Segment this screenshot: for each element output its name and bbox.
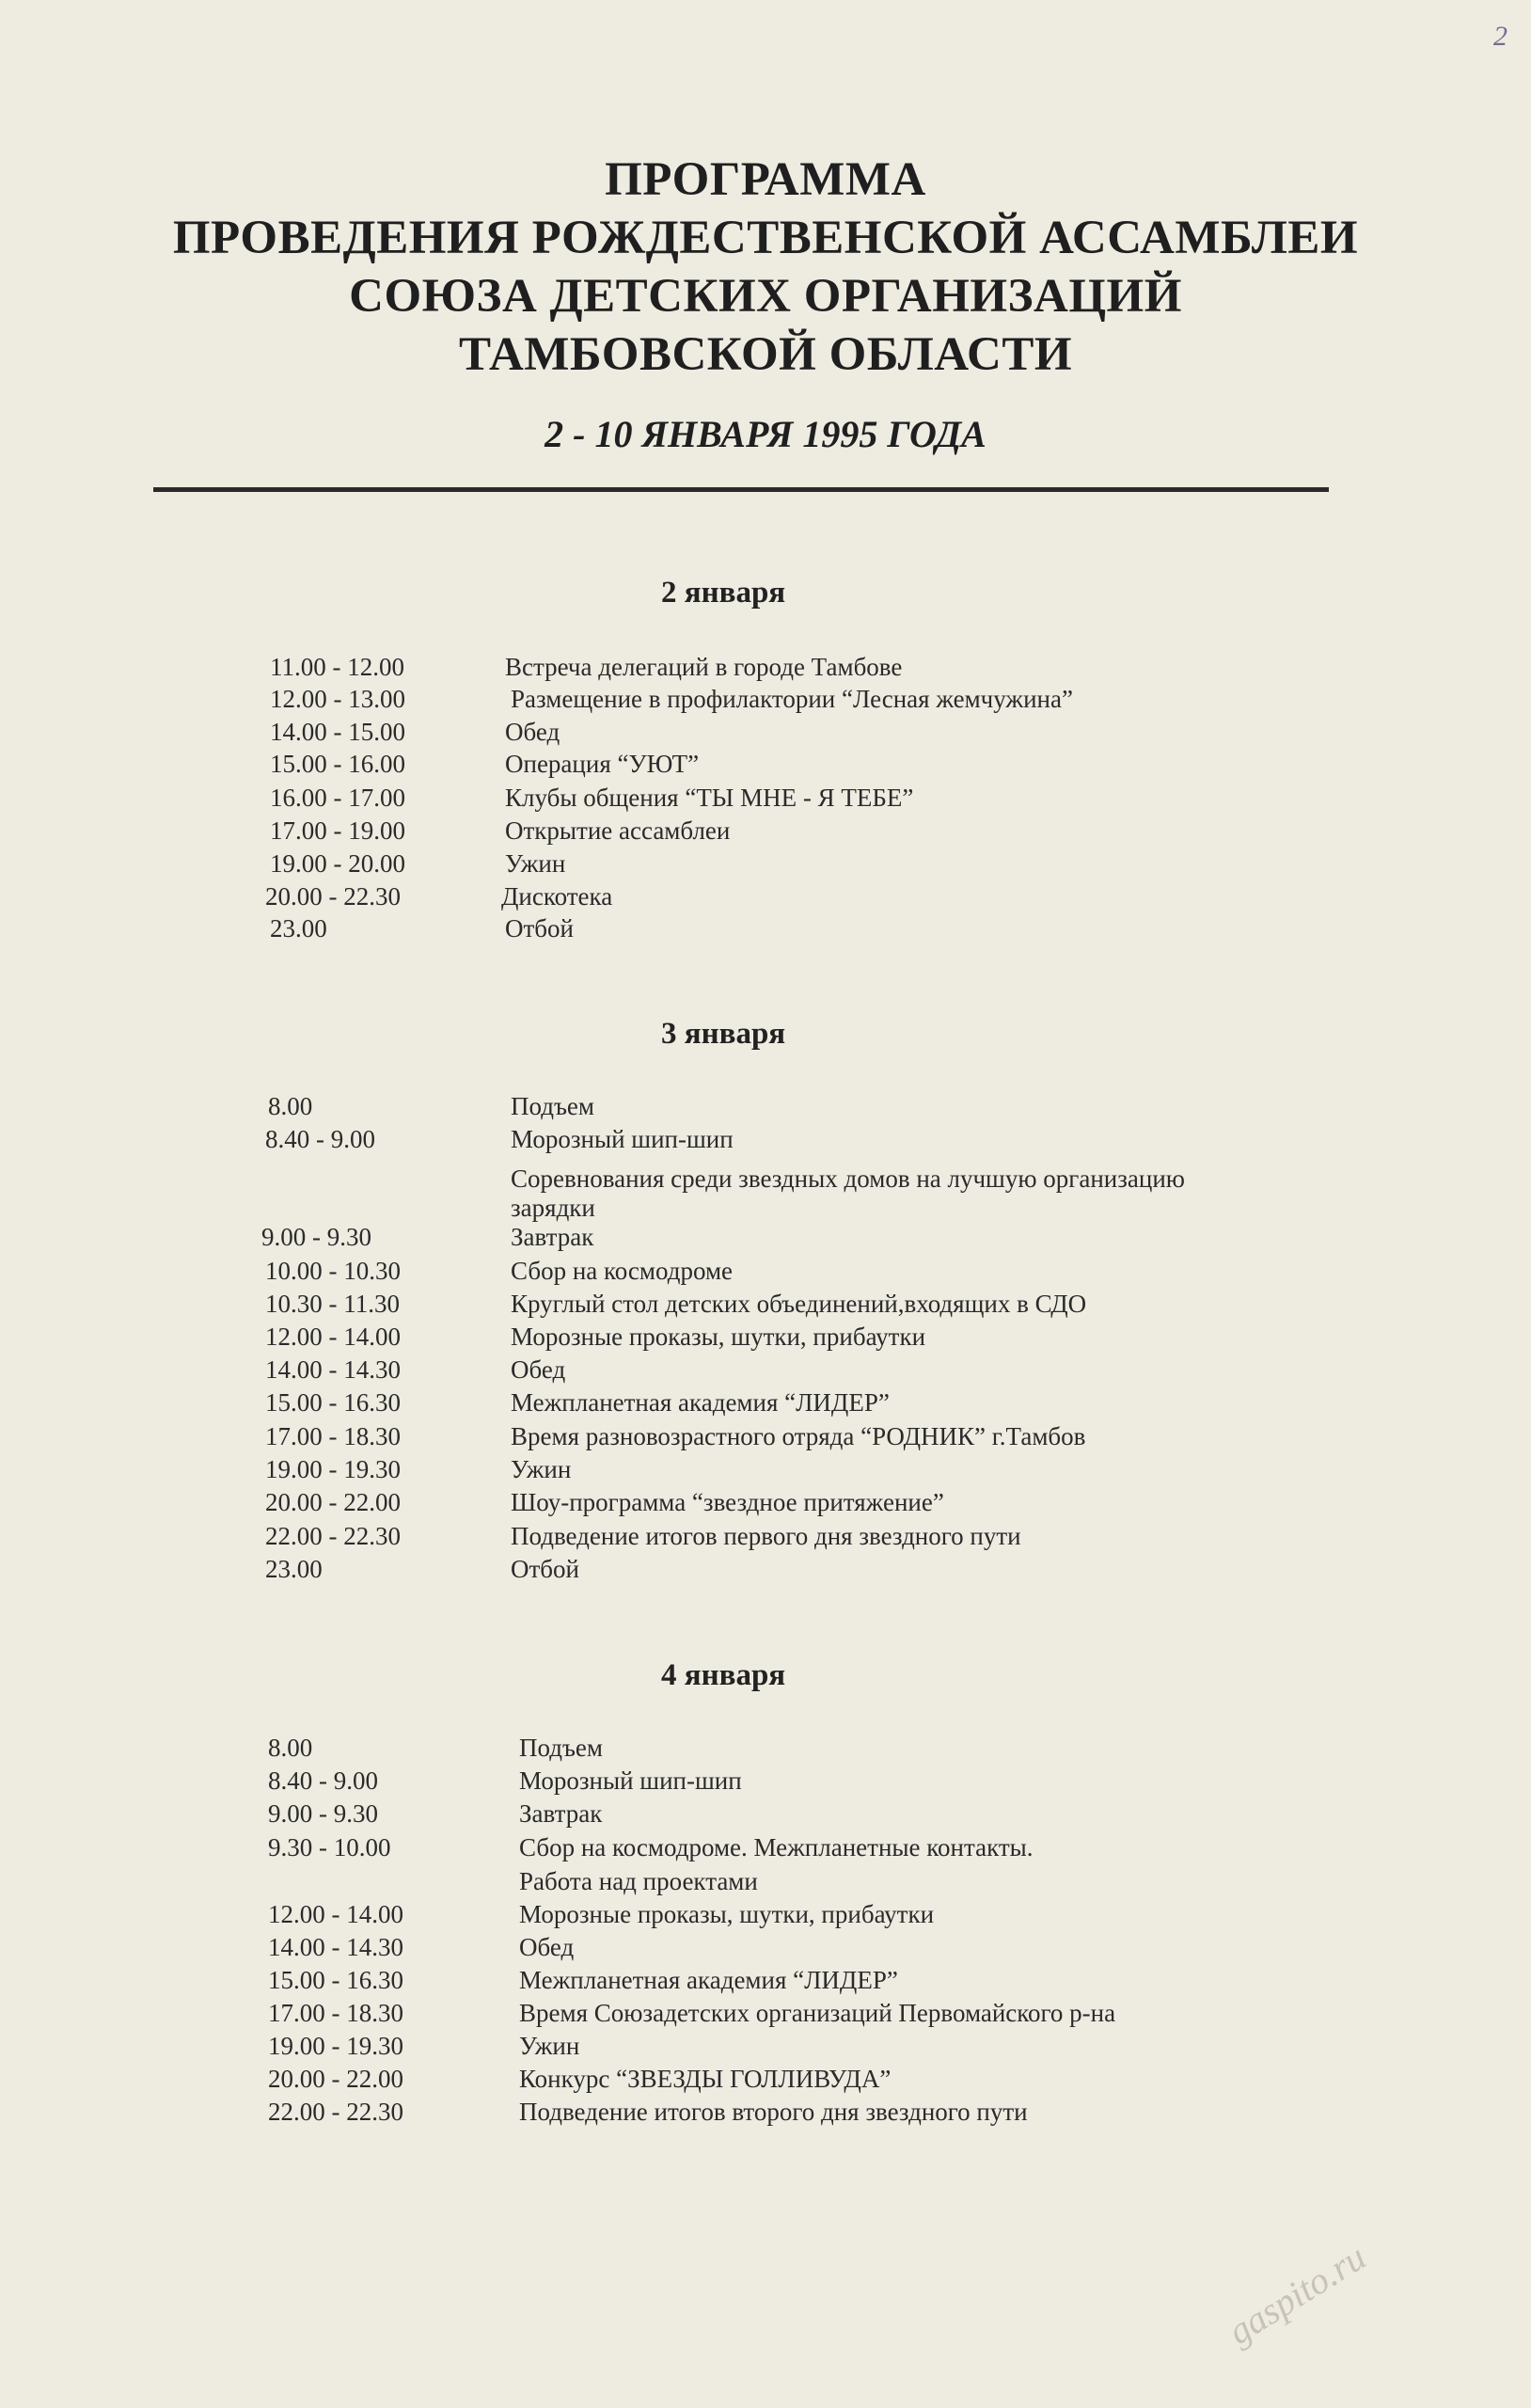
- event-cell: Отбой: [505, 914, 574, 943]
- time-cell: 17.00 - 18.30: [265, 1422, 401, 1450]
- event-cell: Операция “УЮТ”: [505, 750, 700, 778]
- title-line-1: ПРОГРАММА: [605, 153, 926, 206]
- time-cell: 14.00 - 14.30: [265, 1355, 401, 1384]
- time-cell: 12.00 - 13.00: [270, 685, 405, 713]
- time-cell: 17.00 - 19.00: [270, 816, 405, 845]
- event-cell: Морозный шип-шип: [511, 1125, 734, 1153]
- watermark-text: gaspito.ru: [1220, 2235, 1374, 2353]
- event-cell: Ужин: [511, 1455, 572, 1483]
- event-cell: Ужин: [519, 2032, 580, 2060]
- title-line-2: ПРОВЕДЕНИЯ РОЖДЕСТВЕНСКОЙ АССАМБЛЕИ: [172, 212, 1359, 264]
- time-cell: 22.00 - 22.30: [268, 2098, 403, 2126]
- time-cell: 12.00 - 14.00: [265, 1323, 401, 1351]
- time-cell: 16.00 - 17.00: [270, 784, 405, 812]
- time-cell: 19.00 - 20.00: [270, 849, 405, 878]
- event-cell: зарядки: [511, 1194, 595, 1222]
- time-cell: 9.00 - 9.30: [268, 1799, 378, 1828]
- event-cell: Клубы общения “ТЫ МНЕ - Я ТЕБЕ”: [505, 784, 914, 812]
- header-divider: [153, 487, 1329, 492]
- title-line-3: СОЮЗА ДЕТСКИХ ОРГАНИЗАЦИЙ: [349, 270, 1182, 323]
- event-cell: Завтрак: [511, 1223, 594, 1251]
- time-cell: 20.00 - 22.00: [265, 1488, 401, 1516]
- event-cell: Конкурс “ЗВЕЗДЫ ГОЛЛИВУДА”: [519, 2065, 892, 2093]
- event-cell: Межпланетная академия “ЛИДЕР”: [511, 1388, 890, 1417]
- time-cell: 10.30 - 11.30: [265, 1290, 400, 1318]
- time-cell: 8.40 - 9.00: [268, 1766, 378, 1795]
- time-cell: 12.00 - 14.00: [268, 1900, 403, 1928]
- event-cell: Завтрак: [519, 1799, 603, 1828]
- event-cell: Отбой: [511, 1555, 579, 1583]
- event-cell: Ужин: [505, 849, 566, 878]
- document-header: [0, 150, 1531, 456]
- event-cell: Сбор на космодроме: [511, 1257, 734, 1285]
- time-cell: 9.30 - 10.00: [268, 1833, 391, 1861]
- event-cell: Обед: [519, 1933, 575, 1961]
- time-cell: 10.00 - 10.30: [265, 1257, 401, 1285]
- day-title: 4 января: [661, 1658, 786, 1692]
- event-cell: Сбор на космодроме. Межпланетные контакты.: [519, 1833, 1034, 1861]
- event-cell: Морозные проказы, шутки, прибаутки: [519, 1900, 935, 1928]
- event-cell: Межпланетная академия “ЛИДЕР”: [519, 1966, 898, 1994]
- event-cell: Встреча делегаций в городе Тамбове: [505, 653, 903, 681]
- time-cell: 15.00 - 16.00: [270, 750, 405, 778]
- time-cell: 22.00 - 22.30: [265, 1522, 401, 1550]
- time-cell: 20.00 - 22.30: [265, 882, 401, 911]
- title-line-4: ТАМБОВСКОЙ ОБЛАСТИ: [458, 328, 1073, 381]
- time-cell: 9.00 - 9.30: [261, 1223, 371, 1251]
- event-cell: Дискотека: [501, 882, 613, 911]
- event-cell: Обед: [511, 1355, 566, 1384]
- event-cell: Открытие ассамблеи: [505, 816, 731, 845]
- time-cell: 11.00 - 12.00: [270, 653, 404, 681]
- event-cell: Морозные проказы, шутки, прибаутки: [511, 1323, 926, 1351]
- time-cell: 15.00 - 16.30: [265, 1388, 401, 1417]
- event-cell: Работа над проектами: [519, 1867, 758, 1895]
- day-title: 2 января: [661, 576, 786, 610]
- event-cell: Подъем: [511, 1092, 594, 1120]
- event-cell: Соревнования среди звездных домов на лучшую организацию: [511, 1164, 1185, 1193]
- event-cell: Морозный шип-шип: [519, 1766, 742, 1795]
- time-cell: 8.40 - 9.00: [265, 1125, 375, 1153]
- event-cell: Круглый стол детских объединений,входящих в СДО: [511, 1290, 1087, 1318]
- time-cell: 19.00 - 19.30: [265, 1455, 401, 1483]
- event-cell: Подъем: [519, 1734, 603, 1762]
- time-cell: 19.00 - 19.30: [268, 2032, 403, 2060]
- day-title: 3 января: [661, 1017, 786, 1051]
- time-cell: 15.00 - 16.30: [268, 1966, 403, 1994]
- time-cell: 20.00 - 22.00: [268, 2065, 403, 2093]
- page-number: 2: [1493, 21, 1507, 52]
- event-cell: Время разновозрастного отряда “РОДНИК” г.Тамбов: [511, 1422, 1086, 1450]
- event-dates: 2 - 10 ЯНВАРЯ 1995 ГОДА: [545, 413, 986, 455]
- time-cell: 23.00: [270, 914, 327, 943]
- time-cell: 8.00: [268, 1092, 313, 1120]
- time-cell: 17.00 - 18.30: [268, 1999, 403, 2027]
- time-cell: 14.00 - 14.30: [268, 1933, 403, 1961]
- time-cell: 14.00 - 15.00: [270, 718, 405, 746]
- event-cell: Шоу-программа “звездное притяжение”: [511, 1488, 944, 1516]
- time-cell: 8.00: [268, 1734, 313, 1762]
- event-cell: Подведение итогов первого дня звездного пути: [511, 1522, 1021, 1550]
- time-cell: 23.00: [265, 1555, 323, 1583]
- event-cell: Размещение в профилактории “Лесная жемчужина”: [511, 685, 1073, 713]
- event-cell: Обед: [505, 718, 560, 746]
- event-cell: Подведение итогов второго дня звездного пути: [519, 2098, 1028, 2126]
- event-cell: Время Союзадетских организаций Первомайского р-на: [519, 1999, 1116, 2027]
